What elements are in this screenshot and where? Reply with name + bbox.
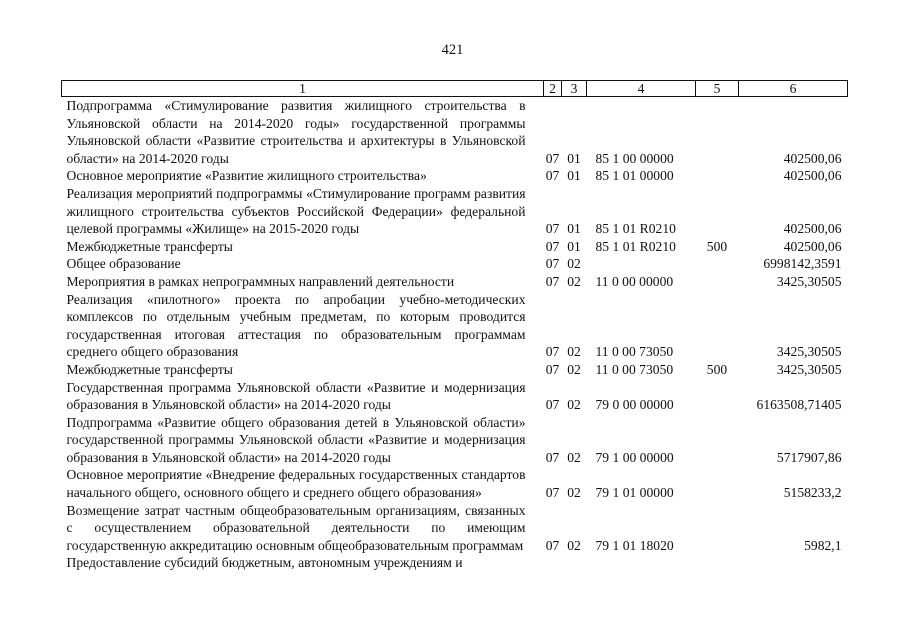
row-name: Общее образование xyxy=(66,256,181,272)
budget-table xyxy=(61,80,848,572)
row-sum: 6163508,71405 xyxy=(756,397,842,413)
row-section: 07 xyxy=(545,397,560,413)
row-section xyxy=(544,554,562,572)
row-name: Подпрограмма «Развитие общего образования детей в Ульяновской области» государственной программы Ульяновской области «Развитие и модернизация образования в Ульяновской области» на 2014-2020 годы xyxy=(66,414,526,465)
row-expense-type xyxy=(696,291,739,361)
row-sum: 3425,30505 xyxy=(776,344,842,360)
row-target-code: 85 1 01 R0210 xyxy=(595,238,676,254)
row-expense-type: 500 xyxy=(706,238,728,254)
row-subsection: 02 xyxy=(567,273,581,289)
row-name: Основное мероприятие «Развитие жилищного строительства» xyxy=(66,168,427,184)
row-target-code: 85 1 00 00000 xyxy=(595,150,674,166)
row-expense-type xyxy=(696,414,739,467)
row-subsection: 02 xyxy=(567,344,581,360)
table-row xyxy=(62,414,848,467)
row-expense-type xyxy=(696,554,739,572)
row-section: 07 xyxy=(545,449,560,465)
row-section: 07 xyxy=(545,344,560,360)
row-target-code xyxy=(587,255,696,273)
column-header-name: 1 xyxy=(62,81,544,97)
row-subsection: 02 xyxy=(567,397,581,413)
row-name: Предоставление субсидий бюджетным, автономным учреждениям и xyxy=(66,555,463,571)
row-target-code: 11 0 00 73050 xyxy=(595,344,674,360)
row-target-code xyxy=(587,554,696,572)
row-subsection: 01 xyxy=(567,168,581,184)
row-sum: 402500,06 xyxy=(783,238,842,254)
row-name: Реализация «пилотного» проекта по апробации учебно-методических комплексов по отдельным учебным предметам, по которым проводится государственная итоговая аттестация по образовательным программам среднего общего образования xyxy=(66,291,526,360)
row-target-code: 79 1 00 00000 xyxy=(595,449,674,465)
table-row xyxy=(62,379,848,414)
table-row xyxy=(62,466,848,501)
row-target-code: 79 1 01 00000 xyxy=(595,485,674,501)
row-section: 07 xyxy=(545,221,560,237)
table-row xyxy=(62,185,848,238)
row-sum: 5717907,86 xyxy=(776,449,842,465)
row-subsection: 01 xyxy=(567,221,581,237)
row-expense-type xyxy=(696,97,739,168)
row-section: 07 xyxy=(545,361,560,377)
row-subsection: 01 xyxy=(567,238,581,254)
row-name: Государственная программа Ульяновской области «Развитие и модернизация образования в Ульяновской области» на 2014-2020 годы xyxy=(66,379,526,413)
page-number: 421 xyxy=(441,42,464,58)
column-header-section: 2 xyxy=(544,81,562,97)
row-target-code: 11 0 00 00000 xyxy=(595,273,674,289)
row-target-code: 85 1 01 R0210 xyxy=(595,221,676,237)
row-target-code: 85 1 01 00000 xyxy=(595,168,674,184)
row-section: 07 xyxy=(545,238,560,254)
row-section: 07 xyxy=(545,256,560,272)
row-subsection xyxy=(562,554,587,572)
column-header-target-code: 4 xyxy=(587,81,696,97)
row-name: Возмещение затрат частным общеобразовательным организациям, связанных с осуществлением образовательной деятельности по имеющим государственную аккредитацию основным общеобразовательным программам xyxy=(66,502,526,553)
row-subsection: 02 xyxy=(567,485,581,501)
row-name: Основное мероприятие «Внедрение федеральных государственных стандартов начального общего, основного общего и среднего общего образования» xyxy=(66,467,526,501)
row-subsection: 02 xyxy=(567,449,581,465)
table-row xyxy=(62,291,848,361)
row-expense-type xyxy=(696,273,739,291)
row-section: 07 xyxy=(545,485,560,501)
header-row xyxy=(62,81,848,97)
row-section: 07 xyxy=(545,150,560,166)
row-expense-type xyxy=(696,167,739,185)
row-sum: 402500,06 xyxy=(783,150,842,166)
row-sum: 402500,06 xyxy=(783,168,842,184)
row-section: 07 xyxy=(545,273,560,289)
column-header-expense-type: 5 xyxy=(696,81,739,97)
table-row xyxy=(62,97,848,168)
row-target-code: 79 0 00 00000 xyxy=(595,397,674,413)
row-name: Подпрограмма «Стимулирование развития жилищного строительства в Ульяновской области на 2014-2020 годы» государственной программы Ульяновской области «Развитие строительства и архитектуры в Ульяновской области» на 2014-2020 годы xyxy=(66,98,526,166)
row-target-code: 11 0 00 73050 xyxy=(595,361,674,377)
table-row xyxy=(62,554,848,572)
table-row xyxy=(62,255,848,273)
column-header-subsection: 3 xyxy=(562,81,587,97)
row-expense-type: 500 xyxy=(706,361,728,377)
row-subsection: 02 xyxy=(567,361,581,377)
table-row xyxy=(62,273,848,291)
row-subsection: 02 xyxy=(567,537,581,553)
row-subsection: 02 xyxy=(567,256,581,272)
row-sum: 3425,30505 xyxy=(776,273,842,289)
row-expense-type xyxy=(696,502,739,555)
row-subsection: 01 xyxy=(567,150,581,166)
row-name: Реализация мероприятий подпрограммы «Стимулирование программ развития жилищного строительства субъектов Российской Федерации» федеральной целевой программы «Жилище» на 2015-2020 годы xyxy=(66,185,526,237)
row-name: Межбюджетные трансферты xyxy=(66,238,233,254)
row-sum: 5982,1 xyxy=(804,537,842,553)
table-row xyxy=(62,167,848,185)
table-row xyxy=(62,361,848,379)
row-name: Мероприятия в рамках непрограммных направлений деятельности xyxy=(66,273,455,289)
row-sum: 5158233,2 xyxy=(783,485,842,501)
table-row xyxy=(62,238,848,256)
row-section: 07 xyxy=(545,537,560,553)
row-sum: 402500,06 xyxy=(783,221,842,237)
column-header-sum: 6 xyxy=(739,81,848,97)
row-sum: 3425,30505 xyxy=(776,361,842,377)
table-row xyxy=(62,502,848,555)
row-expense-type xyxy=(696,466,739,501)
row-section: 07 xyxy=(545,168,560,184)
row-expense-type xyxy=(696,185,739,238)
row-sum xyxy=(739,554,848,572)
row-expense-type xyxy=(696,255,739,273)
row-sum: 6998142,3591 xyxy=(763,256,842,272)
row-name: Межбюджетные трансферты xyxy=(66,361,233,377)
row-target-code: 79 1 01 18020 xyxy=(595,537,674,553)
row-expense-type xyxy=(696,379,739,414)
